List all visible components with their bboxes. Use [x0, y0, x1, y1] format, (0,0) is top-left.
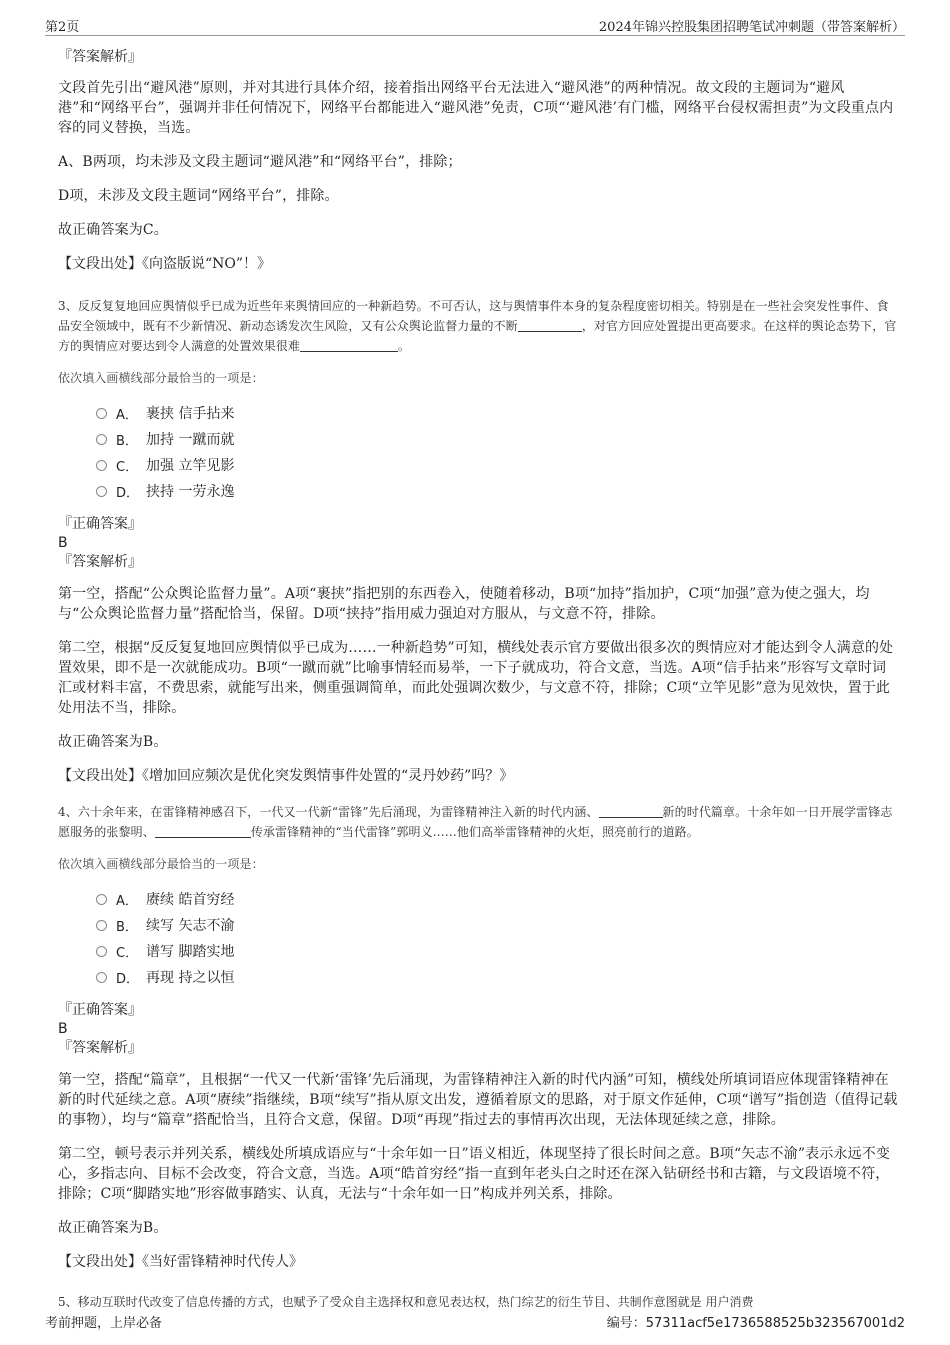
radio-button[interactable] — [96, 408, 107, 419]
radio-button[interactable] — [96, 486, 107, 497]
option-d[interactable]: D． 挟持 一劳永逸 — [96, 478, 898, 504]
radio-button[interactable] — [96, 894, 107, 905]
options-list — [96, 886, 898, 990]
option-c[interactable]: C． 加强 立竿见影 — [96, 452, 898, 478]
analysis-paragraph: 文段首先引出“避风港”原则，并对其进行具体介绍，接着指出网络平台无法进入“避风港”的两种情况。故文段的主题词为“避风港”和“网络平台”，强调并非任何情况下，网络平台都能进入“避风港”免责，C项“‘避风港’有门槛，网络平台侵权需担责”为文段重点内容的同义替换，当选。 — [58, 80, 894, 136]
analysis-paragraph: A、B两项，均未涉及文段主题词“避风港”和“网络平台”，排除； — [58, 154, 462, 170]
source-citation: 【文段出处】《向盗版说“NO”！》 — [58, 256, 272, 272]
source-citation: 【文段出处】《当好雷锋精神时代传人》 — [58, 1254, 303, 1270]
radio-button[interactable] — [96, 972, 107, 983]
option-a[interactable]: A． 裹挟 信手拈来 — [96, 400, 898, 426]
radio-button[interactable] — [96, 460, 107, 471]
analysis-paragraph: 第二空，顿号表示并列关系，横线处所填成语应与“十余年如一日”语义相近，体现坚持了很长时间之意。B项“矢志不渝”表示永远不变心，多指志向、目标不会改变，符合文意，当选。A项“皓首穷经”指一直到年老头白之时还在深入钻研经书和古籍，与文段语境不符，排除；C项“脚踏实地”形容做事踏实、认真，无法与“十余年如一日”构成并列关系，排除。 — [58, 1146, 891, 1202]
option-a[interactable]: A． 赓续 皓首穷经 — [96, 886, 898, 912]
q2-analysis-block — [58, 46, 898, 274]
analysis-title: 『答案解析』 — [58, 554, 142, 570]
option-b[interactable]: B． 续写 矢志不渝 — [96, 912, 898, 938]
question-3 — [58, 296, 898, 786]
analysis-paragraph: D项，未涉及文段主题词“网络平台”，排除。 — [58, 188, 339, 204]
analysis-paragraph: 第一空，搭配“篇章”，且根据“一代又一代新‘雷锋’先后涌现，为雷锋精神注入新的时代内涵”可知，横线处所填词语应体现雷锋精神在新的时代延续之意。A项“赓续”指继续，B项“续写”指从原文出发，遵循着原文的思路，对于原文作延伸，C项“谱写”指创造（值得记载的事物），均与“篇章”搭配恰当，且符合文意，保留。D项“再现”指过去的事情再次出现，无法体现延续之意，排除。 — [58, 1072, 898, 1128]
option-c[interactable]: C． 谱写 脚踏实地 — [96, 938, 898, 964]
page-number: 第2页 — [45, 20, 80, 35]
question-5-cut: 5、移动互联时代改变了信息传播的方式，也赋予了受众自主选择权和意见表达权，热门综艺的衍生节目、共制作意图就是 用户消费 — [58, 1295, 754, 1309]
analysis-paragraph: 第一空，搭配“公众舆论监督力量”。A项“裹挟”指把别的东西卷入，使随着移动，B项“加持”指加护，C项“加强”意为使之强大，均与“公众舆论监督力量”搭配恰当，保留。D项“挟持”指用威力强迫对方服从，与文意不符，排除。 — [58, 586, 870, 622]
correct-answer-title: 『正确答案』 — [58, 1002, 142, 1018]
analysis-paragraph: 第二空，根据“反反复复地回应舆情似乎已成为……一种新趋势”可知，横线处表示官方要做出很多次的舆情应对才能达到令人满意的处置效果，即不是一次就能成功。B项“一蹴而就”比喻事情轻而易举，一下子就成功，符合文意，当选。A项“信手拈来”形容写文章时词汇或材料丰富，不费思索，就能写出来，侧重强调简单，而此处强调次数少，与文意不符，排除；C项“立竿见影”意为见效快，置于此处用法不当，排除。 — [58, 640, 894, 716]
question-stem: 3、反反复复地回应舆情似乎已成为近些年来舆情回应的一种新趋势。不可否认，这与舆情事件本身的复杂程度密切相关。特别是在一些社会突发性事件、食品安全领域中，既有不少新情况、新动态诱发次生风险，又有公众舆论监督力量的不断 ，对官方回应处置提出更高要求。在这样的舆论态势下，官方的舆情应对要达到令人满意的处置效果很难 。 — [58, 299, 897, 353]
radio-button[interactable] — [96, 434, 107, 445]
page-header — [45, 16, 905, 36]
radio-button[interactable] — [96, 920, 107, 931]
question-prompt: 依次填入画横线部分最恰当的一项是： — [58, 857, 264, 871]
source-citation: 【文段出处】《增加回应频次是优化突发舆情事件处置的“灵丹妙药”吗？》 — [58, 768, 514, 784]
answer-blank — [599, 804, 663, 818]
correct-answer: B — [58, 1021, 68, 1037]
document-code: 编号：57311acf5e1736588525b323567001d2 — [606, 1316, 905, 1331]
correct-answer: B — [58, 535, 68, 551]
options-list — [96, 400, 898, 504]
analysis-title: 『答案解析』 — [58, 49, 142, 65]
option-d[interactable]: D． 再现 持之以恒 — [96, 964, 898, 990]
conclusion: 故正确答案为C。 — [58, 222, 168, 238]
question-prompt: 依次填入画横线部分最恰当的一项是： — [58, 371, 264, 385]
answer-blank — [155, 824, 251, 838]
radio-button[interactable] — [96, 946, 107, 957]
answer-blank — [300, 338, 398, 352]
question-4 — [58, 802, 898, 1272]
main-content — [58, 46, 898, 1309]
footer-slogan: 考前押题，上岸必备 — [45, 1316, 163, 1331]
question-stem: 4、六十余年来，在雷锋精神感召下，一代又一代新“雷锋”先后涌现，为雷锋精神注入新的时代内涵、 新的时代篇章。十余年如一日开展学雷锋志愿服务的张黎明、 传承雷锋精神的“当代雷锋”郭明义……他们高举雷锋精神的火炬，照亮前行的道路。 — [58, 805, 893, 839]
option-b[interactable]: B． 加持 一蹴而就 — [96, 426, 898, 452]
conclusion: 故正确答案为B。 — [58, 734, 168, 750]
analysis-title: 『答案解析』 — [58, 1040, 142, 1056]
conclusion: 故正确答案为B。 — [58, 1220, 168, 1236]
document-title: 2024年锦兴控股集团招聘笔试冲刺题（带答案解析） — [598, 20, 905, 35]
answer-blank — [518, 318, 582, 332]
correct-answer-title: 『正确答案』 — [58, 516, 142, 532]
